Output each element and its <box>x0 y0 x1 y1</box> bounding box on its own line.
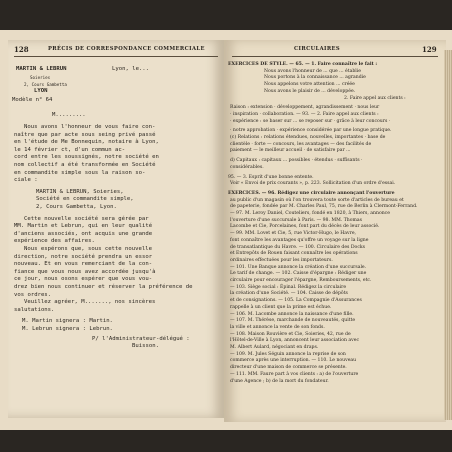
text-line: — 109. M. Jules Séguin annonce la reprise de son <box>230 351 346 357</box>
letter-date: Lyon, le... <box>112 66 150 72</box>
text-line: Voir « Envoi de prix courants », p. 223. Sollicitation d'un ordre d'essai. <box>230 181 396 187</box>
text-line: circulaire pour encourager l'épargne, Remboursements, etc. <box>230 278 372 283</box>
page-edges <box>444 50 452 420</box>
text-line: · inspiration · collaboration. — 93. — 2. Faire appel aux clients : <box>230 111 379 117</box>
text-line: considérables. <box>230 164 264 170</box>
letter-line: nouveau. Et en vous remerciant de la con- <box>14 261 153 268</box>
text-line: au public d'un magasin où l'on trouvera toute sorte d'articles de bureau et <box>230 197 404 203</box>
text-line: — 108. Maison Rouvière et Cie, Soieries, 42, rue de <box>230 331 351 337</box>
letter-line: Veuillez agréer, M......., nos sincères <box>24 299 156 306</box>
letter-line: M. Lebrun signera : Lebrun. <box>22 326 113 332</box>
text-line: 95. — 3. Esprit d'une bonne entente. <box>228 174 314 180</box>
model-number: Modèle n° 64 <box>12 97 53 103</box>
text-line: de papeterie, fondée par M. Charles Paul, 75, rue de Berlin à Clermont-Ferrand. <box>230 204 418 210</box>
text-line: Raison : extension · développement, agrandissement · nous leur <box>230 105 380 111</box>
letter-line: Nous espérons que, sous cette nouvelle <box>24 246 152 252</box>
text-line: — 97. M. Leroy Daniel, Couteliers, fondé en 1820, à Thiers, annonce <box>230 211 390 216</box>
letter-line: Nous avons l'honneur de vous faire con- <box>24 124 156 130</box>
letter-line: vos ordres. <box>14 291 52 298</box>
right-page-number: 129 <box>422 45 437 54</box>
salutation: M......... <box>52 112 86 118</box>
letter-line: Société en commandite simple, <box>36 196 134 203</box>
letter-line: 2, Cours Gambetta, Lyon. <box>36 204 117 210</box>
letter-line: MARTIN & LEBRUN, Soieries, <box>36 188 124 195</box>
text-line: 2. Faire appel aux clients : <box>344 95 406 101</box>
letter-line: naître que par acte sous seing privé passé <box>14 131 156 138</box>
text-line: commerce après une interruption. — 110. Le nouveau <box>230 358 357 364</box>
text-line: l'Hôtel-de-Ville à Lyon, annoncent leur association avec <box>230 338 360 344</box>
letter-line: salutations. <box>14 306 55 313</box>
text-line: — 101. Une Banque annonce la création d'une succursale. <box>230 264 367 270</box>
left-page <box>8 40 225 418</box>
letter-line: expérience des affaires. <box>14 238 95 245</box>
letter-line: nom collectif a été transformée en Société <box>14 162 156 168</box>
left-running-head: PRÉCIS DE CORRESPONDANCE COMMERCIALE <box>48 46 205 52</box>
sender-city: LYON <box>34 88 48 94</box>
text-line: d'une Agence ; b) de la mort du fondateur. <box>230 378 329 384</box>
letter-line: en commandite simple sous la raison so- <box>14 169 146 176</box>
text-line: — 107. M. Thérèse, marchande de nouveautés, quitte <box>230 318 356 324</box>
left-page-number: 128 <box>14 45 29 54</box>
letter-line: Cette nouvelle société sera gérée par <box>24 215 149 222</box>
text-line: — 111. MM. Faure part à vos clients : a) de l'ouverture <box>230 371 359 377</box>
right-running-head: CIRCULAIRES <box>294 46 341 52</box>
letter-line: d'anciens associés, ont acquis une grande <box>14 230 153 237</box>
text-line: Nous avons l'honneur de ... que ... établie <box>264 68 361 74</box>
letter-line: Buisson. <box>132 343 159 350</box>
text-line: la ville et annonce la vente de son fonds. <box>230 324 325 330</box>
letter-line: ciale : <box>14 177 38 184</box>
text-line: rappelle à un client que la prime est échue. <box>230 304 332 310</box>
right-page <box>224 40 446 422</box>
text-line: et de consignations. — 105. La Compagnie d'Assurances <box>230 298 362 304</box>
text-line: · notre approbation · expérience considérée par une longue pratique. <box>230 128 392 134</box>
text-line: Nous portons à la connaissance ... agrandie <box>264 75 366 81</box>
text-line: paiement — le meilleur accueil · de satisfaire par ... <box>230 148 351 154</box>
text-line: Nous appelons votre attention ... créée <box>264 82 355 88</box>
letter-line: le 14 février ct, d'un commun ac- <box>14 146 126 153</box>
left-header-rule <box>14 56 218 57</box>
text-line: directeur d'une maison de commerce se présente. <box>230 365 347 371</box>
letter-line: direction, notre société prendra un essor <box>14 253 153 260</box>
letter-line: ce jour, nous osons espérer que vous vou- <box>14 276 153 283</box>
text-line: Le tarif de change. — 102. Caisse d'épargne : Rédiger une <box>230 271 367 277</box>
right-header-rule <box>232 56 438 57</box>
text-line: — 99. MM. Lovet et Cie, 5, rue Victor-Hugo, le Havre, <box>230 231 357 237</box>
text-line: la création d'une Société. — 104. Caisse de dépôts <box>230 291 348 297</box>
text-line: EXERCICES DE STYLE. — 65. — 1. Faire connaître le fait : <box>228 62 378 67</box>
text-line: d) Capitaux : capitaux ... possibles · étendus · suffisants · <box>230 158 363 164</box>
sender-trade: Soieries <box>30 75 51 80</box>
text-line: Lacombe et Cie, Porcelaines, font part du décès de leur associé. <box>230 224 380 230</box>
text-line: de transatlantique du Havre. — 100. Circulaire des Docks <box>230 244 366 250</box>
text-line: (c) Relations : relations étendues, nouvelles, importantes · base de <box>230 135 386 140</box>
letter-line: MM. Martin et Lebrun, qui en leur qualité <box>14 223 153 230</box>
letter-line: P/ l'Administrateur-délégué : <box>92 335 190 342</box>
text-line: · expérience : se baser sur ... se reposer sur · grâce à leur concours · <box>230 118 391 124</box>
text-line: M. Albert Aulard, négociant en draps. <box>230 345 319 350</box>
letter-line: M. Martin signera : Martin. <box>22 318 113 325</box>
letter-line: en l'étude de Me Bonnequin, notaire à Lyon, <box>14 139 159 146</box>
letter-line: cord entre les soussignés, notre société en <box>14 154 159 161</box>
text-line: clientèle · forte — concours, les avantages — des facilités de <box>230 141 372 147</box>
sender-name: MARTIN & LEBRUN <box>16 66 67 72</box>
text-line: Nous avons le plaisir de ... développée. <box>264 88 356 94</box>
text-line: l'ouverture d'une succursale à Paris. — 98. MM. Thomas <box>230 217 362 223</box>
text-line: ordinaires effectuées pour les importateurs. <box>230 257 333 263</box>
letter-line: fiance que vous nous avez accordée jusqu'à <box>14 268 156 275</box>
letter-line: drez bien nous continuer et réserver la préférence de <box>14 284 193 290</box>
text-line: font connaître les avantages qu'offre un voyage sur la ligne <box>230 237 369 243</box>
text-line: — 103. Siège social : Épinal. Rédigez la circulaire <box>230 284 347 290</box>
text-line: et Entrepôts de Rouen faisant connaître les opérations <box>230 251 358 257</box>
text-line: EXERCICES. — 96. Rédigez une circulaire annonçant l'ouverture <box>228 190 395 196</box>
text-line: — 106. M. Lacombe annonce la naissance d'une fille. <box>230 311 354 317</box>
sender-address: 2, Cours Gambetta <box>24 82 67 87</box>
